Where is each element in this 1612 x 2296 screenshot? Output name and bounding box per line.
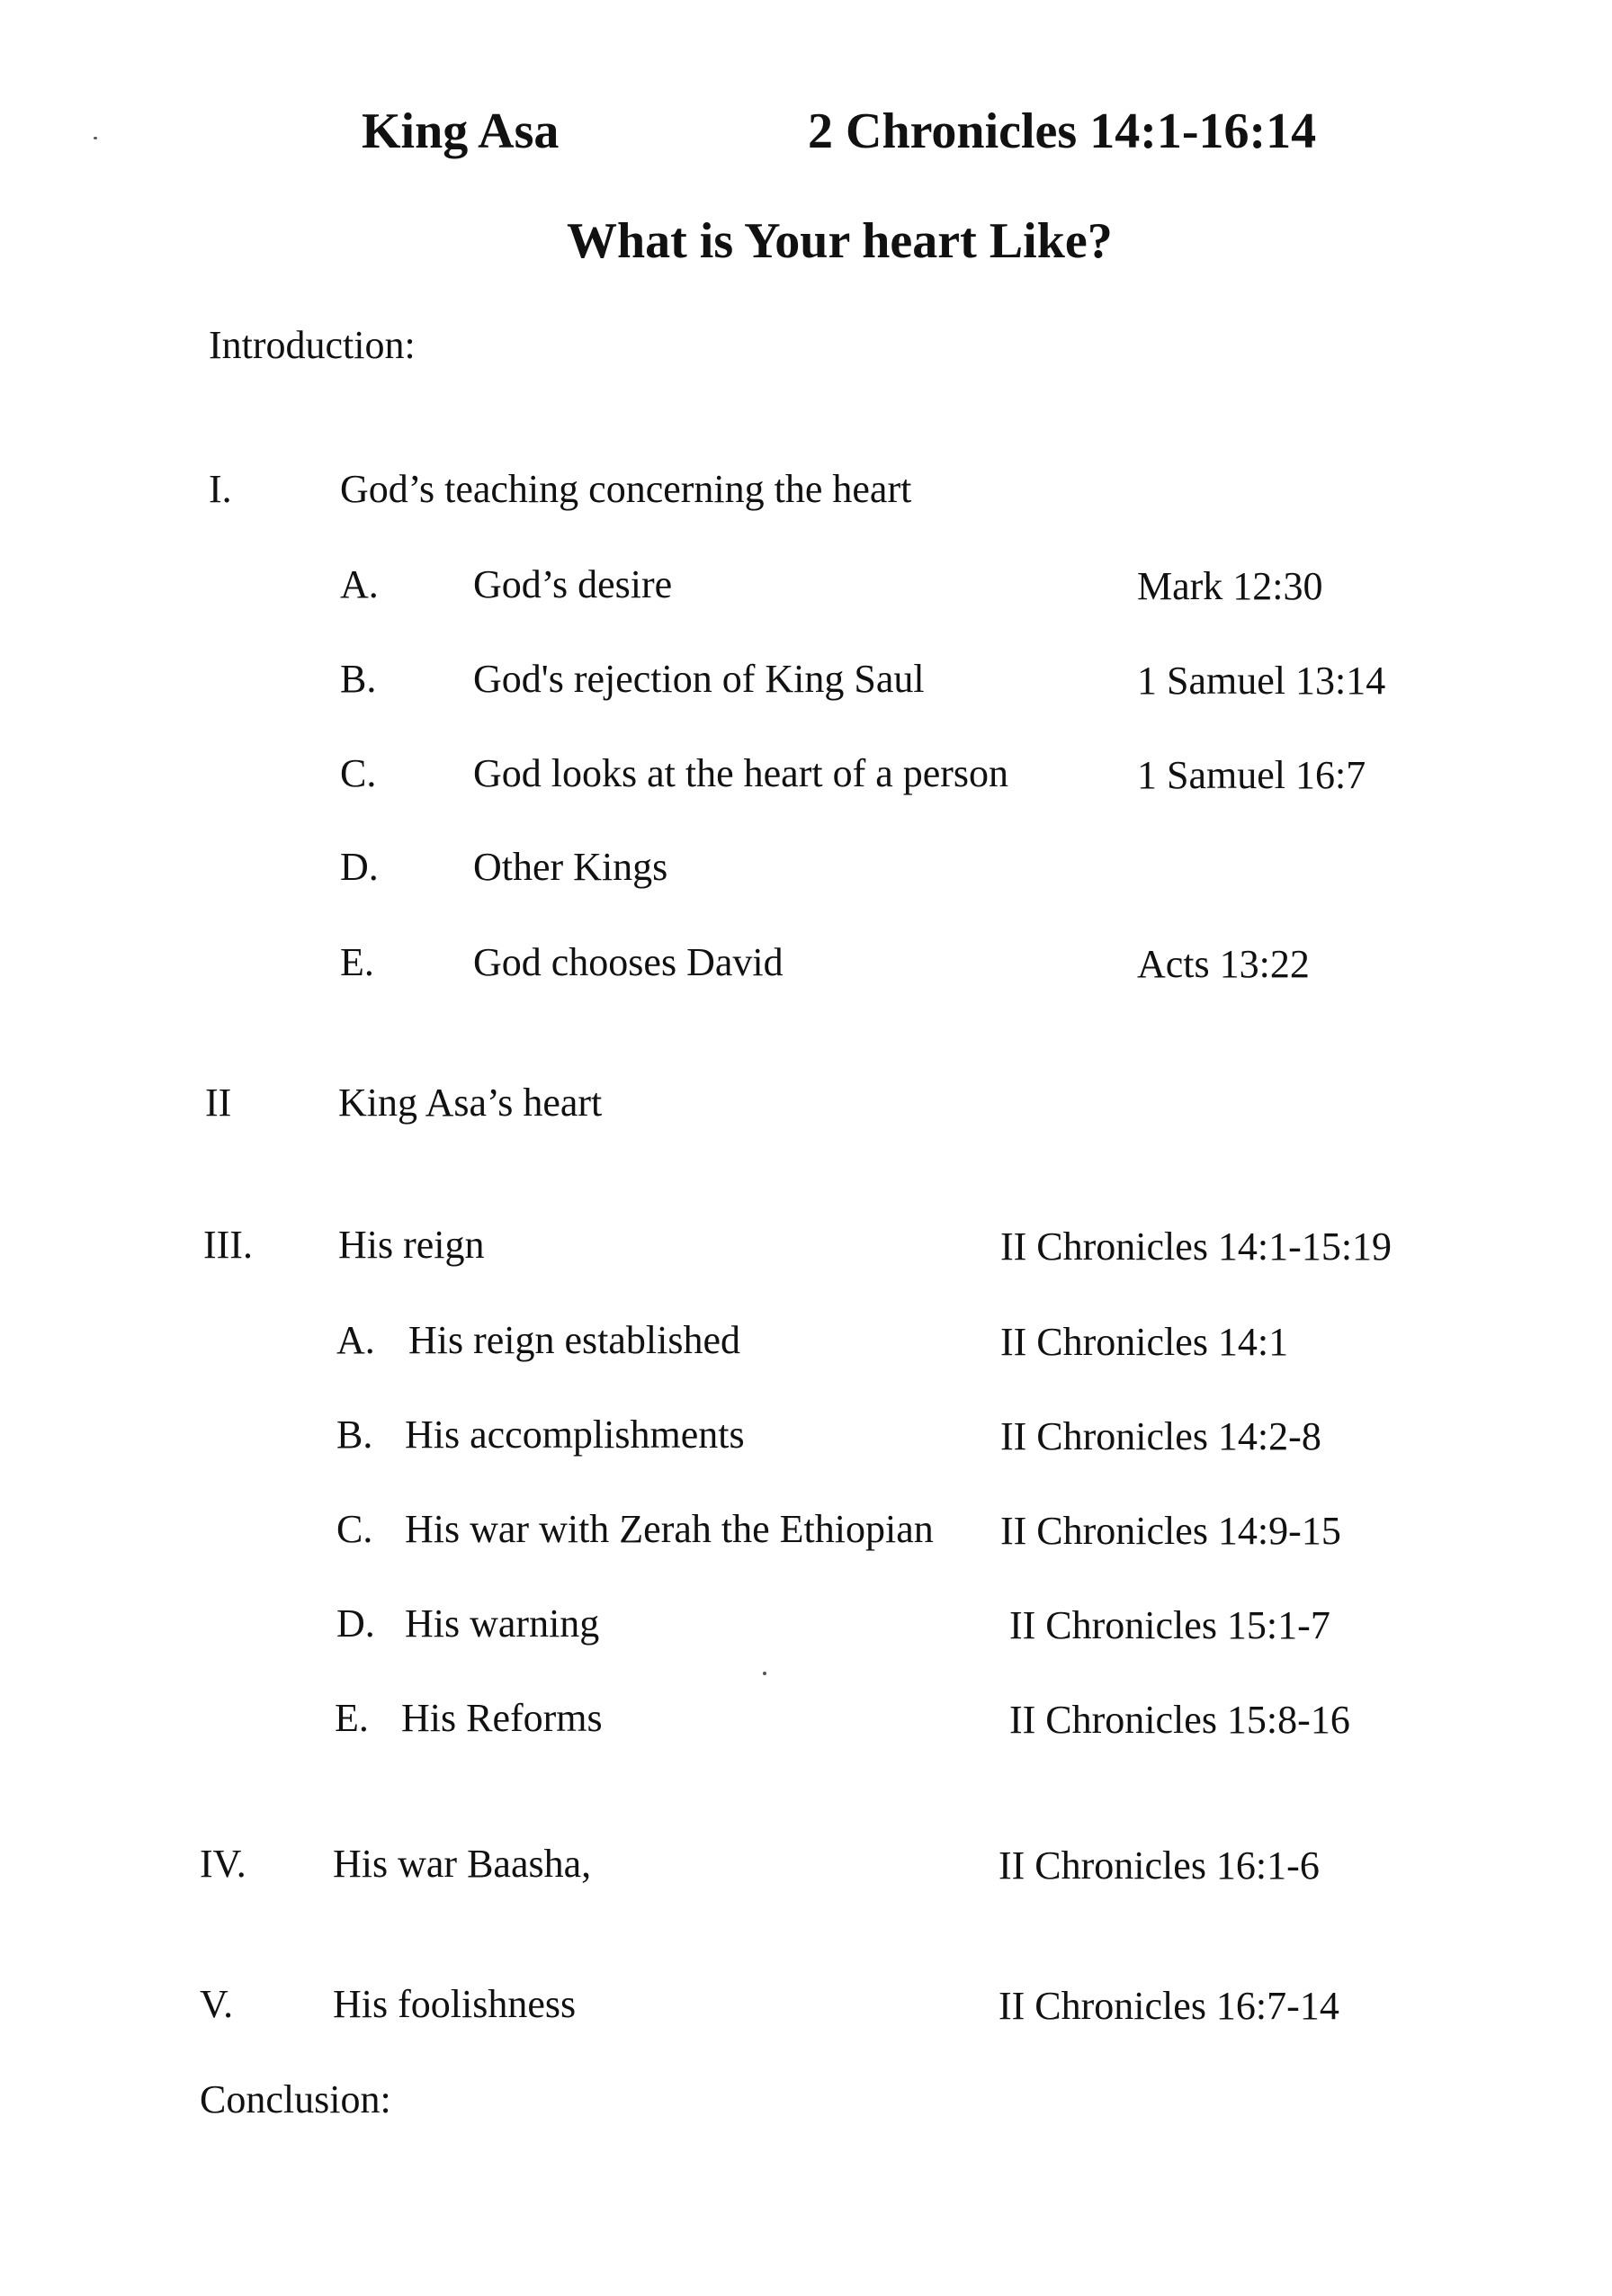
item-text: God's rejection of King Saul <box>473 657 925 701</box>
item-letter: B. <box>340 657 377 701</box>
section-reference: II Chronicles 14:1-15:19 <box>1000 1224 1393 1269</box>
item-reference: II Chronicles 15:1-7 <box>1009 1603 1330 1647</box>
item-letter: C. <box>340 751 377 795</box>
item-letter: A. <box>340 562 379 606</box>
section-heading: His foolishness <box>333 1982 577 2026</box>
section-numeral: II <box>205 1081 232 1125</box>
section-numeral: IV. <box>200 1842 246 1886</box>
section-heading: His war Baasha, <box>333 1842 592 1886</box>
item-text: His warning <box>405 1601 600 1646</box>
item-letter: A. <box>336 1318 375 1362</box>
item-letter: D. <box>336 1601 375 1646</box>
document-title: King Asa <box>362 103 560 159</box>
item-letter: E. <box>335 1696 369 1740</box>
item-text: God looks at the heart of a person <box>473 751 1009 795</box>
section-heading: God’s teaching concerning the heart <box>340 467 912 511</box>
item-letter: B. <box>336 1413 373 1457</box>
scripture-reference: 2 Chronicles 14:1-16:14 <box>808 103 1317 159</box>
item-text: His reign established <box>408 1318 741 1362</box>
section-numeral: V. <box>200 1982 234 2026</box>
item-letter: E. <box>340 940 374 984</box>
item-text: His accomplishments <box>405 1413 745 1457</box>
section-reference: II Chronicles 16:1-6 <box>999 1843 1320 1888</box>
introduction-label: Introduction: <box>209 323 416 367</box>
item-text: His war with Zerah the Ethiopian <box>405 1507 934 1551</box>
item-text: His Reforms <box>401 1696 603 1740</box>
section-numeral: III. <box>203 1223 253 1267</box>
item-reference: II Chronicles 14:9-15 <box>1000 1509 1341 1553</box>
item-reference: II Chronicles 14:1 <box>1000 1320 1289 1364</box>
item-text: God’s desire <box>473 562 673 606</box>
section-heading: His reign <box>338 1223 485 1267</box>
section-reference: II Chronicles 16:7-14 <box>999 1984 1339 2028</box>
scan-speck <box>94 137 97 139</box>
item-letter: D. <box>340 845 379 889</box>
document-subtitle: What is Your heart Like? <box>567 213 1113 269</box>
section-heading: King Asa’s heart <box>338 1081 603 1125</box>
section-numeral: I. <box>209 467 232 511</box>
scan-speck <box>763 1672 766 1675</box>
item-reference: 1 Samuel 13:14 <box>1137 659 1386 703</box>
item-text: Other Kings <box>473 845 668 889</box>
item-reference: II Chronicles 15:8-16 <box>1009 1698 1350 1742</box>
conclusion-label: Conclusion: <box>200 2077 391 2121</box>
item-reference: 1 Samuel 16:7 <box>1137 753 1366 797</box>
item-letter: C. <box>336 1507 373 1551</box>
item-reference: Acts 13:22 <box>1137 942 1310 986</box>
item-reference: II Chronicles 14:2-8 <box>1000 1414 1321 1458</box>
item-text: God chooses David <box>473 940 784 984</box>
item-reference: Mark 12:30 <box>1137 564 1323 608</box>
